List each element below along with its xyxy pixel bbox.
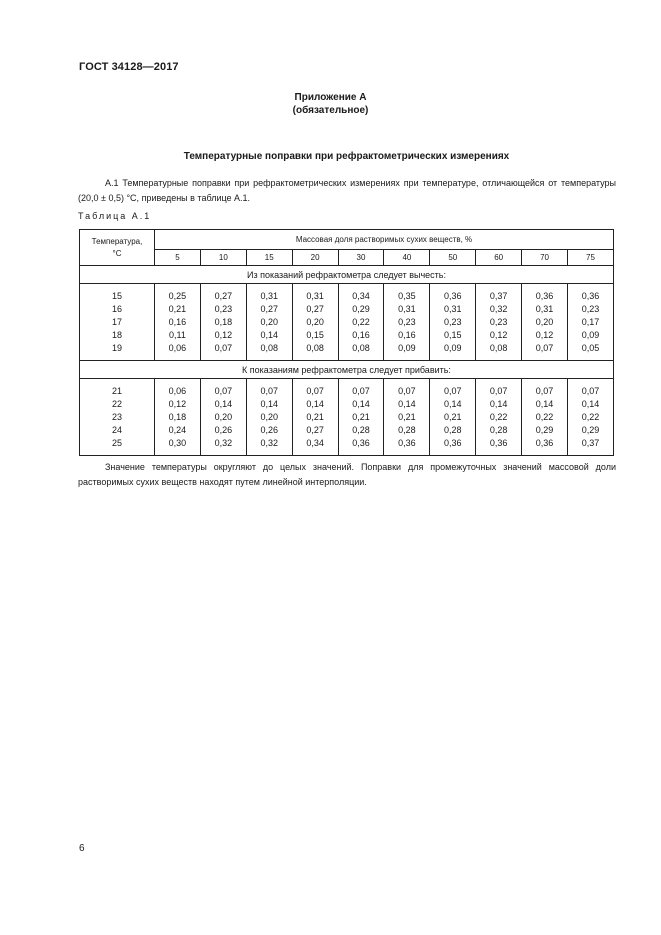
correction-value: 0,14 [535,399,554,409]
temperature-value: 16 [111,304,122,314]
temperature-value: 23 [111,412,122,422]
correction-value: 0,16 [398,330,416,340]
correction-value: 0,23 [214,304,233,314]
correction-value: 0,07 [444,386,462,396]
annex-status: (обязательное) [292,105,369,116]
column-header-5: 5 [155,250,201,266]
column-header-75: 75 [568,250,614,266]
correction-value: 0,14 [260,399,278,409]
correction-value: 0,22 [352,317,370,327]
correction-value: 0,29 [535,425,554,435]
correction-value: 0,34 [352,291,370,301]
table-header-row [80,230,614,250]
correction-value: 0,23 [581,304,600,314]
correction-value: 0,07 [581,386,600,396]
correction-value: 0,36 [398,438,416,448]
correction-value: 0,32 [214,438,233,448]
subtract-section-row [80,266,614,284]
temperature-value: 19 [111,343,122,353]
correction-value: 0,21 [398,412,416,422]
temperature-cell [80,284,155,361]
value-cell-40 [384,284,430,361]
correction-value: 0,32 [489,304,508,314]
correction-value: 0,28 [489,425,508,435]
value-cell-15 [246,284,292,361]
correction-value: 0,34 [306,438,324,448]
add-values-block [80,379,614,456]
column-header-10: 10 [200,250,246,266]
correction-value: 0,20 [535,317,554,327]
correction-value: 0,17 [581,317,600,327]
correction-value: 0,08 [352,343,370,353]
correction-value: 0,11 [169,330,186,340]
correction-value: 0,20 [306,317,324,327]
correction-value: 0,31 [306,291,324,301]
correction-value: 0,06 [168,386,187,396]
correction-value: 0,29 [581,425,600,435]
correction-value: 0,08 [306,343,324,353]
correction-value: 0,18 [214,317,233,327]
correction-value: 0,27 [306,425,324,435]
correction-value: 0,21 [168,304,187,314]
value-cell-20 [292,284,338,361]
correction-value: 0,12 [535,330,554,340]
correction-value: 0,28 [444,425,462,435]
temperature-header-label: Температура, [91,236,143,246]
value-cell-5 [155,379,201,456]
correction-value: 0,07 [489,386,508,396]
correction-value: 0,07 [214,386,233,396]
correction-value: 0,29 [352,304,370,314]
subtract-section-label: Из показаний рефрактометра следует вычесть: [80,266,614,284]
value-cell-50 [430,379,476,456]
value-cell-40 [384,379,430,456]
correction-value: 0,35 [398,291,416,301]
column-header-15: 15 [246,250,292,266]
correction-value: 0,08 [260,343,278,353]
correction-value: 0,36 [444,291,462,301]
value-cell-70 [522,379,568,456]
correction-value: 0,21 [352,412,370,422]
annex-title: Приложение А [294,92,367,103]
correction-value: 0,31 [535,304,554,314]
correction-value: 0,09 [581,330,600,340]
correction-value: 0,28 [398,425,416,435]
correction-value: 0,14 [306,399,324,409]
annex-header [0,91,661,117]
note-paragraph: Значение температуры округляют до целых значений. Поправки для промежуточных значений массовой доли растворимых сухих веществ находят путем линейной интерполяции. [78,462,616,487]
correction-value: 0,05 [581,343,600,353]
correction-value: 0,36 [489,438,508,448]
correction-value: 0,36 [581,291,600,301]
value-cell-75 [568,379,614,456]
correction-value: 0,20 [260,412,278,422]
temperature-value: 17 [111,317,122,327]
correction-value: 0,12 [489,330,508,340]
correction-value: 0,22 [581,412,600,422]
correction-value: 0,20 [214,412,233,422]
table-caption: Таблица А.1 [78,211,152,221]
temperature-cell [80,379,155,456]
correction-value: 0,26 [260,425,278,435]
correction-value: 0,31 [444,304,462,314]
column-header-40: 40 [384,250,430,266]
correction-value: 0,07 [352,386,370,396]
correction-value: 0,09 [444,343,462,353]
correction-value: 0,20 [260,317,278,327]
correction-value: 0,21 [444,412,462,422]
correction-value: 0,14 [260,330,278,340]
correction-value: 0,26 [214,425,233,435]
correction-value: 0,14 [398,399,416,409]
value-cell-5 [155,284,201,361]
temperature-value: 25 [111,438,122,448]
correction-value: 0,14 [581,399,600,409]
correction-value: 0,07 [260,386,278,396]
value-cell-10 [200,284,246,361]
correction-value: 0,22 [489,412,508,422]
correction-value: 0,12 [214,330,233,340]
column-header-row [80,250,614,266]
add-section-label: К показаниям рефрактометра следует прибавить: [80,361,614,379]
correction-value: 0,16 [352,330,370,340]
correction-value: 0,37 [581,438,600,448]
correction-value: 0,36 [444,438,462,448]
correction-value: 0,07 [398,386,416,396]
correction-value: 0,27 [306,304,324,314]
temperature-value: 21 [111,386,122,396]
correction-value: 0,22 [535,412,554,422]
column-header-50: 50 [430,250,476,266]
temperature-header-unit: °С [112,248,122,258]
correction-value: 0,14 [214,399,233,409]
section-heading: Температурные поправки при рефрактометрических измерениях [183,151,510,162]
column-header-30: 30 [338,250,384,266]
correction-value: 0,36 [352,438,370,448]
correction-value: 0,16 [168,317,187,327]
correction-value: 0,36 [535,438,554,448]
value-cell-15 [246,379,292,456]
subtract-values-block [80,284,614,361]
temperature-value: 15 [111,291,122,301]
temperature-header [80,230,155,266]
correction-value: 0,08 [489,343,508,353]
correction-value: 0,15 [444,330,462,340]
column-header-20: 20 [292,250,338,266]
mass-fraction-header: Массовая доля растворимых сухих веществ, % [155,230,614,250]
temperature-value: 22 [111,399,122,409]
column-header-60: 60 [476,250,522,266]
correction-value: 0,32 [260,438,278,448]
standard-id: ГОСТ 34128—2017 [79,61,179,73]
column-header-70: 70 [522,250,568,266]
correction-value: 0,06 [168,343,187,353]
correction-value: 0,07 [214,343,233,353]
temperature-value: 24 [111,425,122,435]
correction-value: 0,07 [535,343,554,353]
correction-value: 0,09 [398,343,416,353]
correction-value: 0,31 [398,304,416,314]
value-cell-70 [522,284,568,361]
correction-value: 0,31 [260,291,278,301]
correction-value: 0,14 [489,399,508,409]
correction-value: 0,14 [352,399,370,409]
correction-value: 0,23 [489,317,508,327]
value-cell-60 [476,379,522,456]
correction-value: 0,14 [444,399,462,409]
correction-value: 0,27 [260,304,278,314]
correction-value: 0,37 [489,291,508,301]
add-section-row [80,361,614,379]
correction-value: 0,24 [168,425,187,435]
temperature-value: 18 [111,330,122,340]
correction-value: 0,23 [398,317,416,327]
value-cell-60 [476,284,522,361]
correction-value: 0,15 [306,330,324,340]
page-number: 6 [79,843,85,854]
correction-table [79,229,614,456]
correction-value: 0,18 [168,412,187,422]
value-cell-30 [338,379,384,456]
correction-value: 0,12 [168,399,187,409]
correction-value: 0,07 [306,386,324,396]
value-cell-30 [338,284,384,361]
value-cell-75 [568,284,614,361]
correction-value: 0,28 [352,425,370,435]
correction-value: 0,25 [168,291,187,301]
value-cell-20 [292,379,338,456]
value-cell-10 [200,379,246,456]
correction-value: 0,27 [214,291,233,301]
value-cell-50 [430,284,476,361]
correction-value: 0,30 [168,438,187,448]
intro-paragraph: А.1 Температурные поправки при рефрактометрических измерениях при температуре, отличающейся от температуры (20,0 ± 0,5) °С, приведены в таблице А.1. [78,178,616,203]
correction-value: 0,21 [306,412,324,422]
correction-value: 0,07 [535,386,554,396]
correction-value: 0,36 [535,291,554,301]
correction-value: 0,23 [444,317,462,327]
